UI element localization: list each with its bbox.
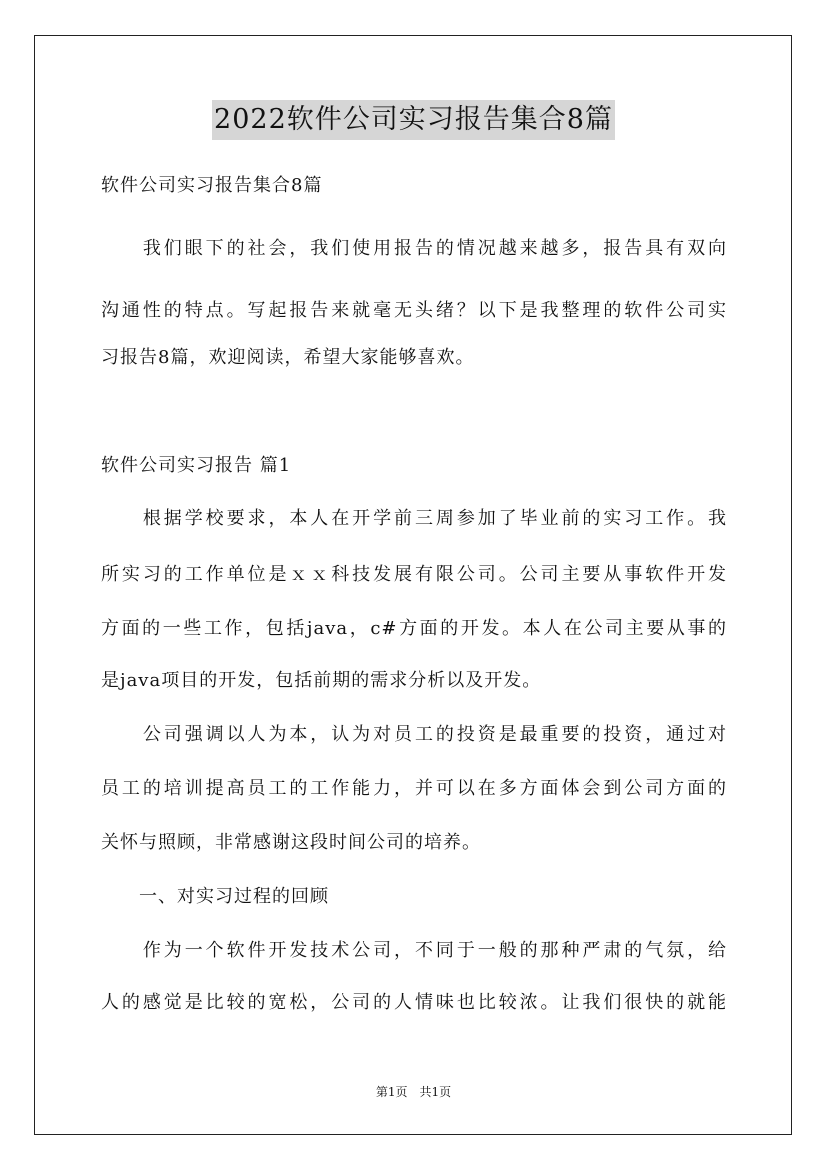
paragraph-line: 习报告8篇，欢迎阅读，希望大家能够喜欢。 [101, 347, 475, 368]
paragraph-line: 是java项目的开发，包括前期的需求分析以及开发。 [101, 670, 542, 691]
page-footer: 第1页 共1页 [375, 1085, 452, 1099]
paragraph-line: 根据学校要求，本人在开学前三周参加了毕业前的实习工作。我 [101, 508, 727, 529]
paragraph-line: 我们眼下的社会，我们使用报告的情况越来越多，报告具有双向 [101, 238, 727, 259]
paragraph-line: 公司强调以人为本，认为对员工的投资是最重要的投资，通过对 [101, 724, 727, 745]
paragraph-line: 作为一个软件开发技术公司，不同于一般的那种严肃的气氛，给 [101, 940, 727, 961]
document-title: 2022软件公司实习报告集合8篇 [212, 100, 615, 140]
paragraph-line: 所实习的工作单位是ｘｘ科技发展有限公司。公司主要从事软件开发 [101, 564, 727, 585]
paragraph-line: 人的感觉是比较的宽松，公司的人情味也比较浓。让我们很快的就能 [101, 992, 727, 1013]
paragraph-line: 关怀与照顾，非常感谢这段时间公司的培养。 [101, 832, 481, 853]
section-heading: 软件公司实习报告 篇1 [101, 455, 292, 476]
subsection-heading: 一、对实习过程的回顾 [101, 886, 329, 907]
paragraph-line: 沟通性的特点。写起报告来就毫无头绪？以下是我整理的软件公司实 [101, 300, 727, 321]
paragraph-line: 员工的培训提高员工的工作能力，并可以在多方面体会到公司方面的 [101, 778, 727, 799]
title-container [0, 100, 827, 140]
subtitle-line: 软件公司实习报告集合8篇 [101, 175, 323, 196]
paragraph-line: 方面的一些工作，包括java，c#方面的开发。本人在公司主要从事的 [101, 618, 727, 639]
